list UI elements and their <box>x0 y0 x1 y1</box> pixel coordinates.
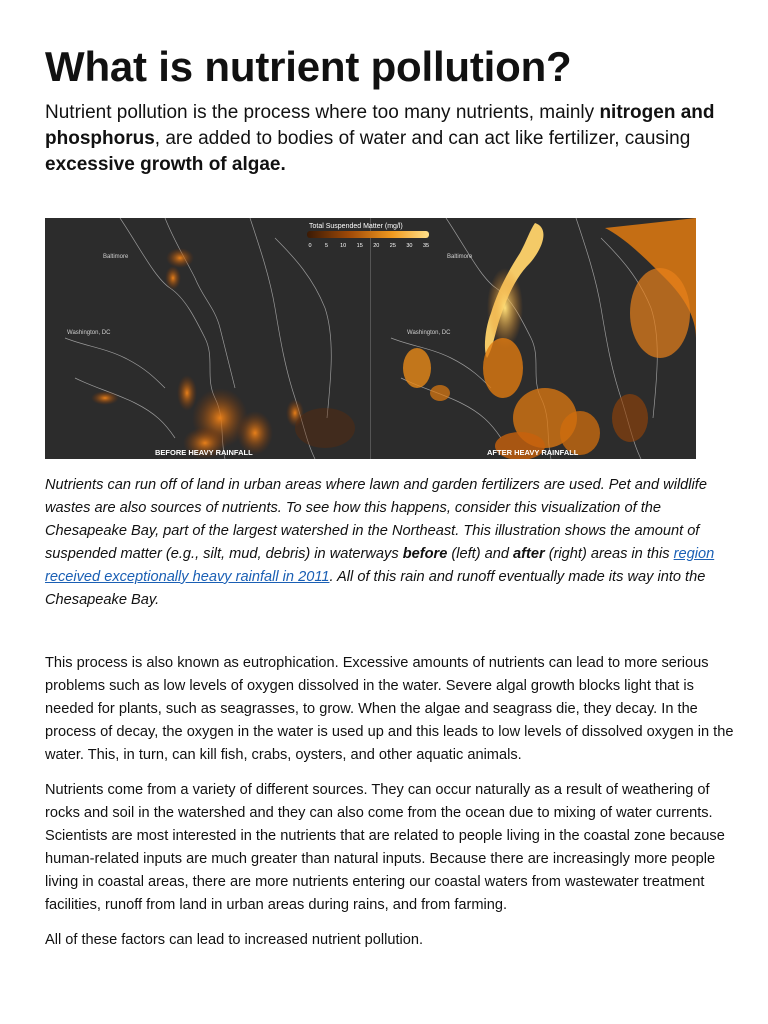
caption-bold-after: after <box>513 546 545 562</box>
figure-caption <box>45 474 735 612</box>
colorbar-tick-label: 15 <box>356 243 363 249</box>
label-before-rainfall: BEFORE HEAVY RAINFALL <box>155 448 253 457</box>
colorbar-gradient <box>307 231 429 238</box>
paragraph-factors: All of these factors can lead to increased nutrient pollution. <box>45 932 424 948</box>
lead-text-1: Nutrient pollution is the process where too many nutrients, mainly <box>45 102 600 123</box>
paragraph-sources: Nutrients come from a variety of different sources. They can occur naturally as a result of weathering of rocks and soil in the watershed and they can also come from the ocean due to mixing of water currents. Scientists are most interested in the nutrients that are related to people living in the coastal zone because human-related inputs are much greater than natural inputs. Because there are increasingly more people living in coastal areas, there are more nutrients entering our coastal waters from wastewater treatment facilities, runoff from land in urban areas during rains, and from farming. <box>45 782 725 913</box>
colorbar-tick-label: 10 <box>340 243 347 249</box>
map-label-baltimore-left: Baltimore <box>103 254 129 260</box>
chesapeake-bay-figure <box>45 218 696 459</box>
caption-text-2: (left) and <box>447 546 514 562</box>
colorbar-title: Total Suspended Matter (mg/l) <box>309 223 403 230</box>
lead-bold-nutrients: nitrogen and phosphorus <box>45 102 715 149</box>
map-label-washington-left: Washington, DC <box>67 330 111 336</box>
paragraph-eutrophication: This process is also known as eutrophication. Excessive amounts of nutrients can lead to more serious problems such as low levels of oxygen dissolved in the water. Severe algal growth blocks light that is needed for plants, such as seagrasses, to grow. When the algae and seagrass die, they decay. In the process of decay, the oxygen in the water is used up and this leads to low levels of dissolved oxygen in the water. This, in turn, can kill fish, crabs, oysters, and other aquatic animals. <box>45 655 734 763</box>
lead-paragraph <box>45 100 735 178</box>
caption-bold-before: before <box>402 546 448 562</box>
suspended-matter-map <box>45 218 696 459</box>
colorbar-tick-label: 25 <box>389 243 396 249</box>
article <box>45 0 735 952</box>
map-label-washington-right: Washington, DC <box>407 330 451 336</box>
caption-text-3: (right) areas in this <box>544 546 674 562</box>
lead-bold-algae: excessive growth of algae. <box>45 154 286 175</box>
label-after-rainfall: AFTER HEAVY RAINFALL <box>487 448 579 457</box>
colorbar-tick-label: 5 <box>325 243 329 249</box>
colorbar-tick-label: 35 <box>422 243 430 249</box>
colorbar-tick-label: 30 <box>406 243 413 249</box>
map-label-baltimore-right: Baltimore <box>447 254 473 260</box>
page-title: What is nutrient pollution? <box>45 43 572 90</box>
colorbar-tick-label: 0 <box>308 243 312 249</box>
caption-text-4: . All of this rain and runoff eventually made its way into the Chesapeake Bay. <box>45 569 706 608</box>
colorbar-tick-label: 20 <box>373 243 380 249</box>
lead-text-2: , are added to bodies of water and can act like fertilizer, causing <box>154 128 691 149</box>
caption-text-1: Nutrients can run off of land in urban areas where lawn and garden fertilizers are used. Pet and wildlife wastes are also sources of nutrients. To see how this happens, consider this visualization of the Chesapeake Bay, part of the largest watershed in the Northeast. This illustration shows the amount of suspended matter (e.g., silt, mud, debris) in waterways <box>45 477 707 562</box>
rainfall-2011-link[interactable]: region received exceptionally heavy rainfall in 2011 <box>45 546 715 585</box>
